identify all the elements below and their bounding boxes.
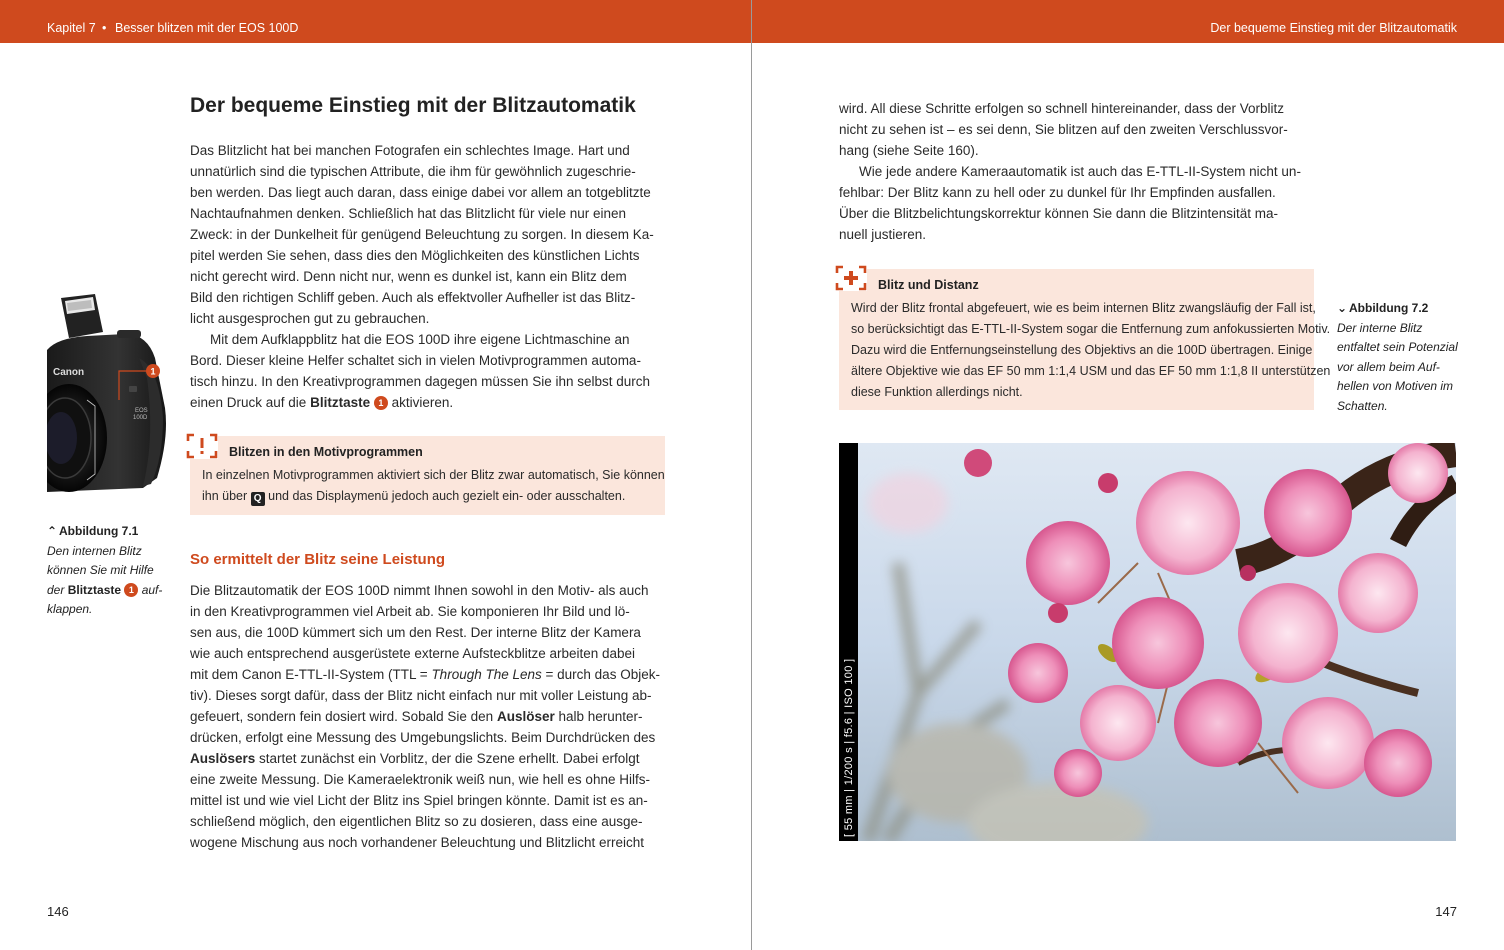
text-span: startet zunächst ein Vorblitz, der die Szene erhellt. Dabei erfolgt [255, 751, 640, 766]
blitztaste-term: Blitztaste [310, 395, 371, 410]
text-line: in den Kreativprogrammen viel Arbeit ab. Sie komponieren Ihr Bild und lö- [190, 604, 630, 619]
text-line: Wird der Blitz frontal abgefeuert, wie es beim internen Blitz zwangsläufig der Fall ist, [851, 301, 1316, 315]
text-span: ihn über [202, 489, 251, 503]
text-line: In einzelnen Motivprogrammen aktiviert sich der Blitz zwar automatisch, Sie können [202, 468, 665, 482]
text-line: sen aus, die 100D kümmert sich um den Rest. Der interne Blitz der Kamera [190, 625, 641, 640]
flash-measurement-paragraph [190, 580, 666, 853]
text-span: gefeuert, sondern fein dosiert wird. Sobald Sie den [190, 709, 497, 724]
text-line: ben werden. Das liegt auch daran, dass einige dabei vor allem an totgeblitzte [190, 185, 651, 200]
camera-photo [47, 288, 167, 516]
right-header-bar [752, 0, 1504, 43]
caption-line: Der interne Blitz [1337, 320, 1423, 335]
blitztaste-term: Blitztaste [67, 582, 122, 597]
left-header-bar [0, 0, 751, 43]
text-line [190, 706, 666, 727]
text-line [190, 748, 666, 769]
text-line: wie auch entsprechend ausgerüstete externe Aufsteckblitze arbeiten dabei [190, 646, 636, 661]
text-line: tisch hinzu. In den Kreativprogrammen dagegen müssen Sie ihn selbst durch [190, 374, 651, 389]
text-line: fehlbar: Der Blitz kann zu hell oder zu dunkel für Ihr Empfinden ausfallen. [839, 185, 1276, 200]
text-line: eine zweite Messung. Die Kameraelektronik weiß nun, wie hell es ohne Hilfs- [190, 772, 650, 787]
caption-line: können Sie mit Hilfe [47, 563, 154, 577]
camera-illustration [47, 288, 167, 516]
subheading: So ermittelt der Blitz seine Leistung [190, 551, 446, 568]
chapter-label: Kapitel 7 [47, 21, 96, 35]
caption-line: Schatten. [1337, 398, 1388, 413]
continuation-paragraph [839, 98, 1315, 245]
text-span: auf- [138, 582, 163, 597]
ausloesers-term: Auslösers [190, 751, 256, 766]
text-line: ältere Objektive wie das EF 50 mm 1:1,4 USM und das EF 50 mm 1:1,8 II unterstützen [851, 364, 1331, 378]
text-span: halb herunter- [554, 709, 643, 724]
text-line: Zweck: in der Dunkelheit für genügend Beleuchtung zu sorgen. In diesem Ka- [190, 227, 654, 242]
figure-7-1-caption [47, 522, 167, 620]
text-line: Wie jede andere Kameraautomatik ist auch das E-TTL-II-System nicht un- [859, 164, 1301, 179]
intro-paragraph [190, 140, 666, 413]
text-line: Das Blitzlicht hat bei manchen Fotografen ein schlechtes Image. Hart und [190, 143, 630, 158]
text-line [190, 664, 666, 685]
caption-text [47, 542, 167, 620]
caret-down-icon: ⌄ [1337, 301, 1348, 315]
text-line: schließend möglich, den eigentlichen Blitz so zu dosieren, dass eine ausge- [190, 814, 643, 829]
text-span: aktivieren. [387, 395, 454, 410]
callout-badge: 1 [124, 583, 138, 597]
text-line: hang (siehe Seite 160). [839, 143, 979, 158]
tip-box-title: Blitzen in den Motivprogrammen [229, 445, 423, 459]
camera-model-text: 100D [133, 415, 148, 421]
caption-title-text: Abbildung 7.1 [59, 524, 139, 538]
running-title: Der bequeme Einstieg mit der Blitzautomatik [1210, 21, 1457, 35]
callout-badge: 1 [150, 366, 156, 377]
caption-title [1337, 299, 1462, 319]
tip-box-text [851, 298, 1330, 403]
camera-brand-text: Canon [53, 367, 85, 378]
text-line: Mit dem Aufklappblitz hat die EOS 100D ihre eigene Lichtmaschine an [210, 332, 630, 347]
text-line: so berücksichtigt das E-TTL-II-System sogar die Entfernung zum anfokussierten Motiv. [851, 322, 1331, 336]
text-line: wogene Mischung aus noch vorhandener Beleuchtung und Blitzlicht erreicht [190, 835, 645, 850]
text-line: nicht gerecht wird. Denn nicht nur, wenn es dunkel ist, kann ein Blitz dem [190, 269, 627, 284]
caption-line [47, 581, 167, 601]
text-line: Über die Blitzbelichtungskorrektur können Sie dann die Blitzintensität ma- [839, 206, 1278, 221]
text-line [202, 486, 665, 507]
text-span: einen Druck auf die [190, 395, 311, 410]
text-line: Die Blitzautomatik der EOS 100D nimmt Ihnen sowohl in den Motiv- als auch [190, 583, 649, 598]
text-line: nicht zu sehen ist – es sei denn, Sie blitzen auf den zweiten Verschlussvor- [839, 122, 1288, 137]
text-span: der [47, 582, 68, 597]
text-line: wird. All diese Schritte erfolgen so schnell hintereinander, dass der Vorblitz [839, 101, 1284, 116]
text-line: drücken, erfolgt eine Messung des Umgebungslichts. Beim Durchdrücken des [190, 730, 656, 745]
left-page [0, 0, 751, 950]
section-title: Der bequeme Einstieg mit der Blitzautomatik [190, 94, 636, 117]
text-line: pitel werden Sie sehen, dass dies den Möglichkeiten des künstlichen Lichts [190, 248, 640, 263]
ttl-term: Through The Lens [431, 667, 542, 682]
text-line: nuell justieren. [839, 227, 927, 242]
caption-line: vor allem beim Auf- [1337, 359, 1440, 374]
q-key-icon: Q [251, 492, 265, 506]
caption-text [1337, 319, 1462, 417]
text-span: und das Displaymenü jedoch auch gezielt ein- oder ausschalten. [264, 489, 626, 503]
text-line: Bord. Dieser kleine Helfer schaltet sich in vielen Motivprogrammen automa- [190, 353, 641, 368]
text-span: mit dem Canon E-TTL-II-System (TTL = [190, 667, 432, 682]
text-line: diese Funktion allerdings nicht. [851, 385, 1023, 399]
callout-badge: 1 [374, 396, 388, 410]
text-line: Nachtaufnahmen denken. Schließlich hat das Blitzlicht für viele nur einen [190, 206, 626, 221]
figure-7-2-caption [1337, 299, 1462, 416]
caption-line: hellen von Motiven im [1337, 379, 1454, 393]
exclamation-bracket-icon [186, 433, 218, 459]
camera-model-text: EOS [135, 408, 148, 414]
text-line: mittel ist und wie viel Licht der Blitz ins Spiel bringen könnte. Damit ist es an- [190, 793, 648, 808]
plus-bracket-icon [835, 265, 867, 291]
caption-line: klappen. [47, 602, 93, 616]
caption-line: entfaltet sein Potenzial [1337, 340, 1458, 354]
text-line: unnatürlich sind die typischen Attribute, die ihm für gewöhnlich zugeschrie- [190, 164, 636, 179]
text-line: Dazu wird die Entfernungseinstellung des Objektivs an die 100D übertragen. Einige [851, 343, 1313, 357]
text-line [190, 392, 666, 413]
caption-title-text: Abbildung 7.2 [1349, 301, 1429, 315]
flower-photo-illustration [858, 443, 1456, 841]
exif-info: [ 55 mm | 1/200 s | f5.6 | ISO 100 ] [843, 658, 855, 837]
tip-box-text [202, 465, 665, 507]
page-number: 146 [47, 904, 69, 919]
caret-up-icon: ⌃ [47, 524, 58, 538]
chapter-title: Besser blitzen mit der EOS 100D [115, 21, 299, 35]
text-line: licht ausgesprochen gut zu gebrauchen. [190, 311, 430, 326]
text-span: = durch das Objek- [541, 667, 660, 682]
tip-box-blitz-distanz [839, 269, 1331, 410]
tip-box-title: Blitz und Distanz [878, 278, 979, 292]
tip-box-motivprogramme [190, 436, 665, 515]
page-number: 147 [1435, 904, 1457, 919]
header-separator: • [102, 21, 107, 35]
text-line: Bild den richtigen Schliff geben. Auch als effektvoller Aufheller ist das Blitz- [190, 290, 636, 305]
caption-line: Den internen Blitz [47, 543, 142, 558]
text-line: tiv). Dieses sorgt dafür, dass der Blitz nicht einfach nur mit voller Leistung ab- [190, 688, 652, 703]
caption-title [47, 522, 167, 542]
ausloeser-term: Auslöser [496, 709, 555, 724]
cherry-blossom-photo [839, 443, 1456, 841]
